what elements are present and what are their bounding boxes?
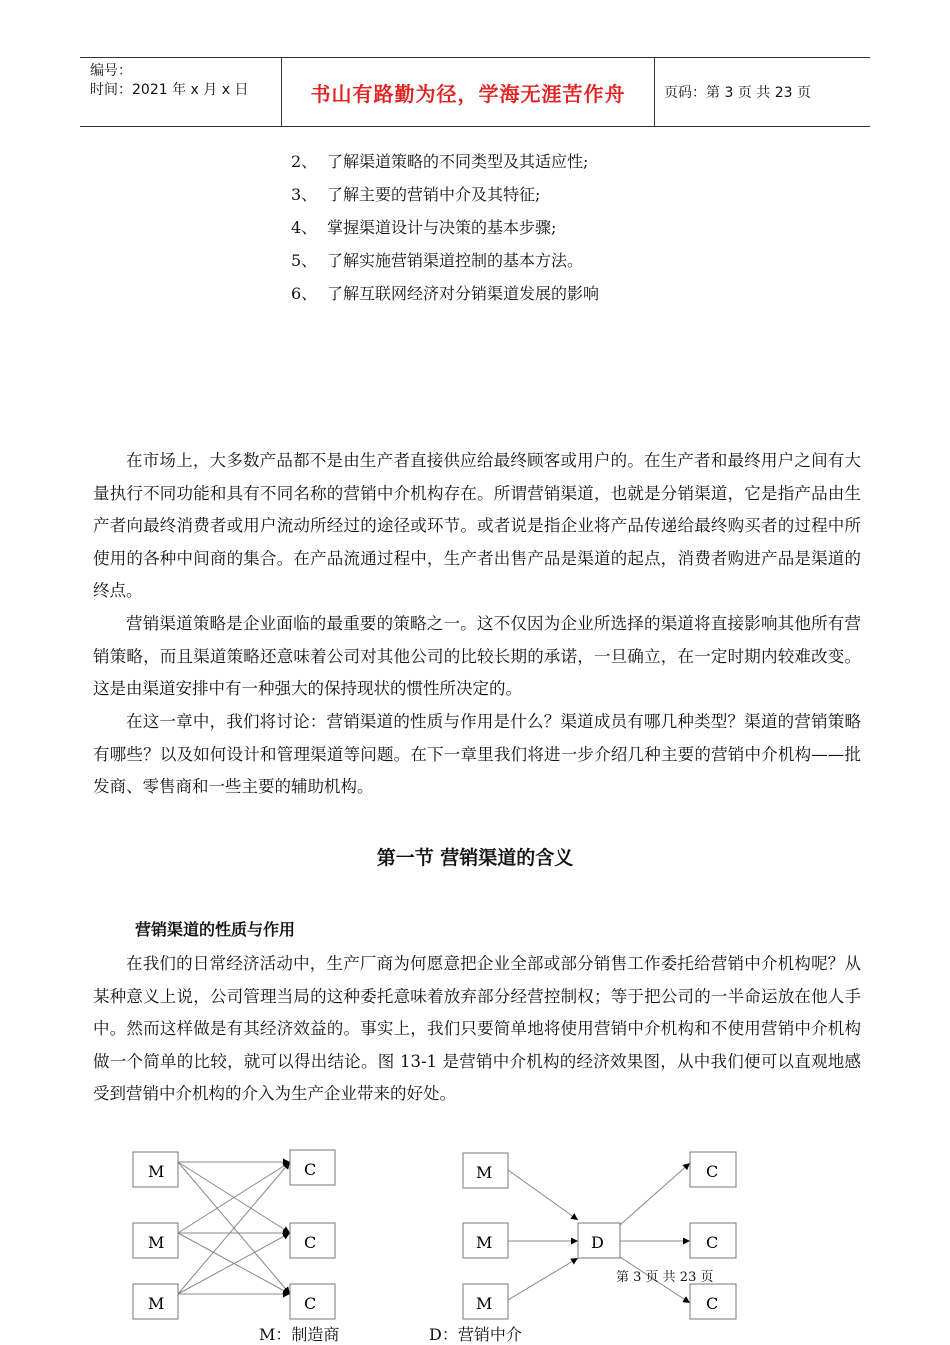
legend-manufacturer: M：制造商 [259,1325,340,1344]
header-time-label: 时间：2021 年 x 月 x 日 [90,82,249,98]
svg-text:C: C [706,1294,719,1313]
left-consumer-box [290,1150,335,1185]
left-manufacturer-box [133,1223,178,1258]
svg-text:C: C [706,1233,719,1252]
objective-item: 6、 了解互联网经济对分销渠道发展的影响 [291,284,600,303]
svg-text:C: C [706,1162,719,1181]
left-consumer-box [290,1284,335,1319]
intermediary-box [578,1223,620,1258]
objective-item: 4、 掌握渠道设计与决策的基本步骤; [291,218,557,237]
page-header [80,57,870,127]
header-meta [90,62,248,100]
left-consumer-box [290,1223,335,1258]
svg-text:M: M [476,1233,493,1252]
right-consumer-box [690,1284,736,1319]
right-manufacturer-box [463,1284,508,1319]
intro-paragraph-3: 在这一章中，我们将讨论：营销渠道的性质与作用是什么？渠道成员有哪几种类型？渠道的营销策略有哪些？以及如何设计和管理渠道等问题。在下一章里我们将进一步介绍几种主要的营销中介机构——批发商、零售商和一些主要的辅助机构。 [93,712,861,796]
legend-intermediary: D：营销中介 [429,1325,522,1344]
header-page-info: 页码：第 3 页 共 23 页 [664,85,811,101]
objective-item: 5、 了解实施营销渠道控制的基本方法。 [291,251,584,270]
subheading: 营销渠道的性质与作用 [135,920,296,939]
body-paragraph: 在我们的日常经济活动中，生产厂商为何愿意把企业全部或部分销售工作委托给营销中介机构呢？从某种意义上说，公司管理当局的这种委托意味着放弃部分经营控制权；等于把公司的一半命运放在他人手中。然而这样做是有其经济效益的。事实上，我们只要简单地将使用营销中介机构和不使用营销中介机构做一个简单的比较，就可以得出结论。图 13-1 是营销中介机构的经济效果图，从中我们便可以直观地感受到营销中介机构的介入为生产企业带来的好处。 [93,954,861,1103]
page-footer: 第 3 页 共 23 页 [616,1270,714,1285]
svg-text:D: D [591,1233,604,1252]
intro-paragraph-2: 营销渠道策略是企业面临的最重要的策略之一。这不仅因为企业所选择的渠道将直接影响其他所有营销策略，而且渠道策略还意味着公司对其他公司的比较长期的承诺，一旦确立，在一定时期内较难改变。这是由渠道安排中有一种强大的保持现状的惯性所决定的。 [93,614,861,698]
svg-text:M: M [476,1163,493,1182]
header-number-label: 编号： [90,63,132,79]
objective-item: 2、 了解渠道策略的不同类型及其适应性; [291,152,589,171]
right-consumer-box [690,1223,736,1258]
left-manufacturer-box [133,1152,178,1187]
intro-paragraph-1: 在市场上，大多数产品都不是由生产者直接供应给最终顾客或用户的。在生产者和最终用户之间有大量执行不同功能和具有不同名称的营销中介机构存在。所谓营销渠道，也就是分销渠道，它是指产品由生产者向最终消费者或用户流动所经过的途径或环节。或者说是指企业将产品传递给最终购买者的过程中所使用的各种中间商的集合。在产品流通过程中，生产者出售产品是渠道的起点，消费者购进产品是渠道的终点。 [93,451,861,600]
figure-13-1-diagram [0,1140,950,1344]
header-motto: 书山有路勤为径，学海无涯苦作舟 [281,58,655,126]
section-title: 第一节 营销渠道的含义 [376,847,574,869]
svg-text:M: M [148,1294,165,1313]
objective-item: 3、 了解主要的营销中介及其特征; [291,185,541,204]
svg-text:C: C [304,1233,317,1252]
right-manufacturer-box [463,1153,508,1188]
left-connections [178,1162,290,1294]
left-manufacturer-box [133,1284,178,1319]
svg-text:M: M [476,1294,493,1313]
svg-text:M: M [148,1233,165,1252]
right-manufacturer-box [463,1223,508,1258]
right-consumer-box [690,1152,736,1187]
svg-text:M: M [148,1162,165,1181]
svg-text:C: C [304,1294,317,1313]
svg-text:C: C [304,1160,317,1179]
objectives-list [291,145,599,310]
